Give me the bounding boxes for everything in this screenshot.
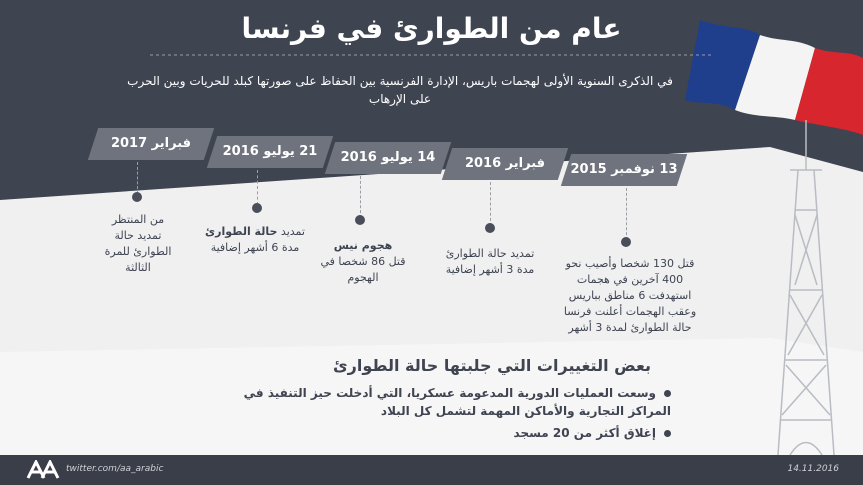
changes-title: بعض التغييرات التي جلبتها حالة الطوارئ: [333, 356, 651, 375]
footer-date: 14.11.2016: [787, 464, 839, 474]
timeline-desc-5: من المنتظر تمديد حالة الطوارئ للمرة الثالثة: [104, 213, 172, 274]
timeline-date-2: فبراير 2016: [447, 148, 563, 180]
timeline-dot-4: [252, 203, 262, 213]
bullet-icon: [664, 390, 671, 397]
timeline-desc-4-bold: حالة الطوارئ: [205, 225, 278, 238]
aa-logo-icon: [26, 460, 60, 480]
changes-item-1: وسعت العمليات الدورية المدعومة عسكريا، التي أدخلت حيز التنفيذ في المراكز التجارية والأماكن المهمة لتشمل كل البلاد: [243, 386, 671, 418]
timeline-dot-5: [132, 192, 142, 202]
timeline-desc-4-pre: تمديد: [280, 225, 305, 238]
timeline-dot-1: [621, 237, 631, 247]
changes-item-2: إغلاق أكثر من 20 مسجد: [201, 424, 671, 442]
footer-handle: twitter.com/aa_arabic: [66, 464, 164, 474]
timeline-desc-3-bold: هجوم نيس: [333, 239, 393, 252]
page-title: عام من الطوارئ في فرنسا: [241, 12, 622, 45]
timeline-dot-3: [355, 215, 365, 225]
bullet-icon: [664, 430, 671, 437]
timeline-dot-2: [485, 223, 495, 233]
timeline-date-5: فبراير 2017: [93, 128, 209, 160]
timeline-desc-2: تمديد حالة الطوارئ مدة 3 أشهر إضافية: [445, 247, 535, 276]
timeline-date-4: 21 يوليو 2016: [212, 136, 328, 168]
timeline-desc-3-text: قتل 86 شخصا في الهجوم: [320, 255, 406, 284]
footer: [0, 455, 863, 485]
timeline-desc-3: [315, 238, 411, 286]
timeline-date-3: 14 يوليو 2016: [330, 142, 446, 174]
timeline-desc-4: [205, 224, 305, 256]
timeline-date-1: 13 نوفمبر 2015: [566, 154, 682, 186]
timeline-desc-1: قتل 130 شخصا وأصيب نحو 400 آخرين في هجمات استهدفت 6 مناطق بباريس وعقب الهجمات أعلنت فرنسا حالة الطوارئ لمدة 3 أشهر: [563, 257, 697, 334]
timeline-desc-4-text: مدة 6 أشهر إضافية: [210, 241, 300, 254]
page-subtitle: في الذكرى السنوية الأولى لهجمات باريس، الإدارة الفرنسية بين الحفاظ على صورتها كبلد للحريات وبين الحرب على الإرهاب: [127, 74, 673, 106]
